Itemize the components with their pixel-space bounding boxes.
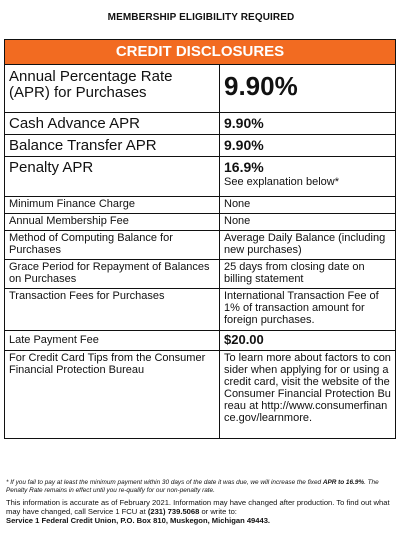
- row-label-apr-purchases: Annual Percentage Rate (APR) for Purchases: [5, 65, 220, 112]
- row-label-penalty-apr: Penalty APR: [5, 156, 220, 196]
- penalty-footnote: [6, 479, 398, 495]
- penalty-apr-rate: 16.9%: [224, 158, 264, 175]
- box-title: CREDIT DISCLOSURES: [5, 40, 395, 65]
- row-label-method-balance: Method of Computing Balance for Purchases: [5, 230, 220, 259]
- accuracy-statement: [6, 498, 398, 525]
- table-row: [5, 196, 395, 213]
- table-row: [5, 65, 395, 112]
- table-row: [5, 259, 395, 288]
- penalty-apr-note: See explanation below*: [224, 175, 339, 188]
- footnote-part2: . The Penalty Rate remains in effect until you re-qualify for our non-penalty rate.: [6, 479, 379, 494]
- mailing-address: Service 1 Federal Credit Union, P.O. Box 810, Muskegon, Michigan 49443.: [6, 516, 271, 525]
- row-label-annual-fee: Annual Membership Fee: [5, 213, 220, 230]
- footnote-bold: APR to 16.9%: [322, 479, 365, 486]
- row-value-min-finance: None: [220, 196, 396, 213]
- table-row: [5, 156, 395, 196]
- row-label-cash-advance: Cash Advance APR: [5, 112, 220, 134]
- disclosure-table: [5, 65, 395, 438]
- table-row: [5, 330, 395, 350]
- accuracy-or: or write to:: [199, 507, 237, 516]
- row-value-method-balance: Average Daily Balance (including new purchases): [220, 230, 396, 259]
- row-label-min-finance: Minimum Finance Charge: [5, 196, 220, 213]
- credit-disclosures-box: [4, 39, 396, 439]
- row-value-late-fee: $20.00: [220, 330, 396, 350]
- table-row: [5, 134, 395, 156]
- row-label-grace-period: Grace Period for Repayment of Balances on Purchases: [5, 259, 220, 288]
- row-value-apr-purchases: 9.90%: [220, 65, 396, 112]
- table-row: [5, 350, 395, 438]
- table-row: [5, 230, 395, 259]
- row-label-balance-transfer: Balance Transfer APR: [5, 134, 220, 156]
- phone-number: (231) 739.5068: [147, 507, 200, 516]
- row-value-grace-period: 25 days from closing date on billing statement: [220, 259, 396, 288]
- row-value-balance-transfer: 9.90%: [220, 134, 396, 156]
- row-label-cfpb-tips: For Credit Card Tips from the Consumer Financial Protection Bureau: [5, 350, 220, 438]
- table-row: [5, 112, 395, 134]
- row-label-late-fee: Late Payment Fee: [5, 330, 220, 350]
- row-value-cfpb-tips: To learn more about factors to consider when applying for or using a credit card, visit the website of the Consumer Financial Protection Bureau at http://www.consumerfinance.gov/learnmore.: [220, 350, 396, 438]
- row-value-cash-advance: 9.90%: [220, 112, 396, 134]
- row-label-transaction-fees: Transaction Fees for Purchases: [5, 288, 220, 330]
- eligibility-heading: MEMBERSHIP ELIGIBILITY REQUIRED: [107, 12, 295, 23]
- table-row: [5, 213, 395, 230]
- table-row: [5, 288, 395, 330]
- footnote-part1: * If you fail to pay at least the minimum payment within 30 days of the date it was due, we will increase the fixed: [6, 479, 323, 486]
- row-value-transaction-fees: International Transaction Fee of 1% of transaction amount for foreign purchases.: [220, 288, 396, 330]
- row-value-annual-fee: None: [220, 213, 396, 230]
- accuracy-line: This information is accurate as of February 2021. Information may have changed after production. To find out what may have changed, call Service 1 FCU at: [6, 498, 390, 516]
- row-value-penalty-apr: [220, 156, 396, 196]
